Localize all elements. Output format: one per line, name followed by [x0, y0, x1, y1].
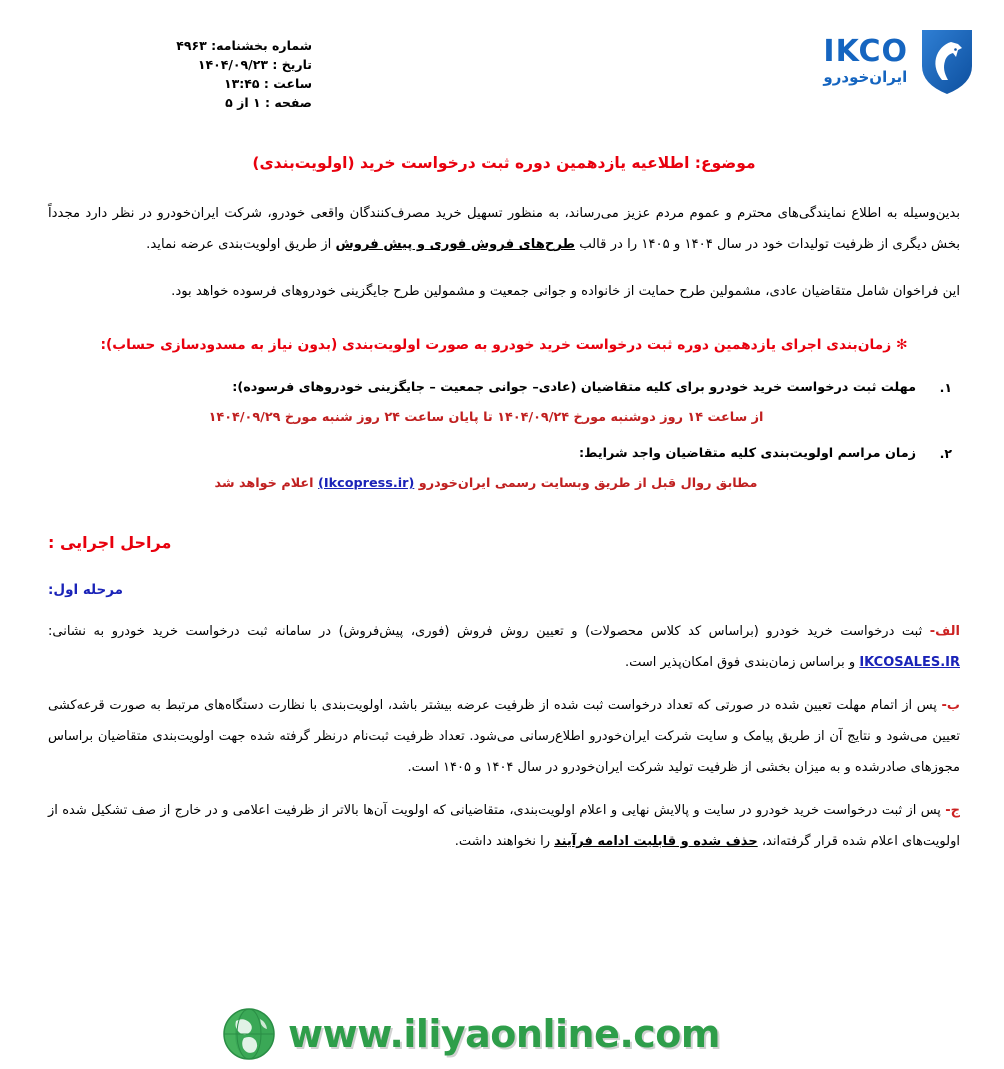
list-item: [48, 375, 952, 431]
page-title: موضوع: اطلاعیه یازدهمین دوره ثبت درخواست خرید (اولویت‌بندی): [252, 154, 756, 172]
paragraph-marker-jim: ج-: [945, 803, 960, 818]
paragraph-jim-text-a: پس از ثبت درخواست خرید خودرو در سایت و پالایش نهایی و اعلام اولویت‌بندی، متقاضیانی که اولویت آن‌ها بالاتر از ظرفیت اعلامی و در خارج از صف تشکیل شده از اولویت‌های اعلام شده قرار گرفته‌اند،: [48, 803, 960, 849]
list-item-detail: از ساعت ۱۴ روز دوشنبه مورخ ۱۴۰۴/۰۹/۲۴ تا پایان ساعت ۲۴ روز شنبه مورخ ۱۴۰۴/۰۹/۲۹: [208, 410, 764, 425]
paragraph-marker-be: ب-: [941, 698, 960, 713]
ikcopress-link[interactable]: (Ikcopress.ir): [318, 476, 415, 491]
stages-section-title: [48, 533, 960, 552]
header-meta-block: [62, 36, 312, 112]
list-item-detail: [48, 471, 924, 497]
schedule-list: [48, 375, 960, 497]
paragraph-jim-text-c: را نخواهند داشت.: [454, 834, 555, 849]
brand-name-fa: ایران‌خودرو: [823, 68, 908, 86]
globe-icon: [222, 1007, 276, 1061]
ikco-logo-text: [823, 34, 908, 86]
list-item-title: مهلت ثبت درخواست خرید خودرو برای کلیه متقاضیان (عادی– جوانی جمعیت – جایگزینی خودروهای فرسوده):: [232, 380, 916, 395]
intro-paragraph-2: این فراخوان شامل متقاضیان عادی، مشمولین طرح حمایت از خانواده و جوانی جمعیت و مشمولین طرح جایگزینی خودروهای فرسوده خواهد بود.: [171, 284, 960, 299]
intro-p1-part-a: بدین‌وسیله به اطلاع نمایندگی‌های محترم و عموم مردم عزیز می‌رساند، به منظور تسهیل خرید مصرف‌کنندگان واقعی خودرو، شرکت ایران‌خودرو در نظر دارد مجدداً بخش دیگری از ظرفیت تولیدات خود در سال ۱۴۰۴ و ۱۴۰۵ را در قالب: [48, 206, 960, 252]
horse-shield-icon: [918, 26, 976, 96]
list-item: [48, 441, 952, 497]
schedule-heading: ✻ زمان‌بندی اجرای یازدهمین دوره ثبت درخواست خرید خودرو به صورت اولویت‌بندی (بدون نیاز به مسدودسازی حساب):: [100, 337, 908, 353]
stage-paragraph-jim: [48, 795, 960, 857]
paragraph-alef-text-a: ثبت درخواست خرید خودرو (براساس کد کلاس محصولات) و تعیین روش فروش (فوری، پیش‌فروش) در سامانه ثبت درخواست خرید خودرو به نشانی:: [48, 624, 930, 639]
stage-paragraph-alef: [48, 616, 960, 678]
paragraph-jim-emphasis: حذف شده و قابلیت ادامه فرآیند: [554, 834, 758, 849]
stage-one-heading: [48, 582, 960, 598]
list-item-detail-text: مطابق روال قبل از طریق وبسایت رسمی ایران‌خودرو: [414, 476, 758, 491]
ikco-logo: [823, 26, 976, 96]
site-watermark: [222, 1007, 720, 1061]
stage-one-heading-text: مرحله اول:: [48, 582, 124, 598]
stages-section-title-text: مراحل اجرایی :: [48, 533, 172, 552]
ikcosales-link[interactable]: IKCOSALES.IR: [859, 655, 960, 670]
page-line: صفحه : ۱ از ۵: [225, 95, 312, 110]
circular-number-line: شماره بخشنامه: ۴۹۶۳: [176, 38, 312, 53]
brand-name-en: IKCO: [823, 34, 908, 69]
document-header: [0, 0, 1004, 130]
paragraph-be-text: پس از اتمام مهلت تعیین شده در صورتی که تعداد درخواست ثبت شده از ظرفیت عرضه بیشتر باشد، اولویت‌بندی با نظارت دستگاه‌های مرتبط به صورت قرعه‌کشی تعیین می‌شود و نتایج آن از طریق پیامک و سایت شرکت ایران‌خودرو اطلاع‌رسانی می‌شود. تعداد ظرفیت ثبت‌نام درنظر گرفته شده جهت اولویت‌بندی متقاضیان براساس مجوزهای صادرشده و به میزان بخشی از ظرفیت تولید شرکت ایران‌خودرو در سال ۱۴۰۴ و ۱۴۰۵ است.: [48, 698, 960, 775]
intro-p1-part-b: از طریق اولویت‌بندی عرضه نماید.: [146, 237, 336, 252]
paragraph-alef-text-b: و براساس زمان‌بندی فوق امکان‌پذیر است.: [624, 655, 860, 670]
document-body: [48, 140, 960, 869]
list-item-title: زمان مراسم اولویت‌بندی کلیه متقاضیان واجد شرایط:: [579, 446, 916, 461]
list-item-number: ۱.: [939, 380, 952, 395]
date-line: تاریخ : ۱۴۰۴/۰۹/۲۳: [197, 57, 312, 72]
intro-p1-emphasis: طرح‌های فروش فوری و پیش فروش: [335, 237, 575, 252]
watermark-text: www.iliyaonline.com: [288, 1012, 721, 1056]
stage-paragraph-be: [48, 690, 960, 783]
paragraph-marker-alef: الف-: [929, 624, 960, 639]
list-item-detail-tail: اعلام خواهد شد: [214, 476, 319, 491]
list-item-number: ۲.: [939, 446, 952, 461]
time-line: ساعت : ۱۳:۴۵: [224, 76, 312, 91]
intro-paragraph-1: [48, 198, 960, 260]
